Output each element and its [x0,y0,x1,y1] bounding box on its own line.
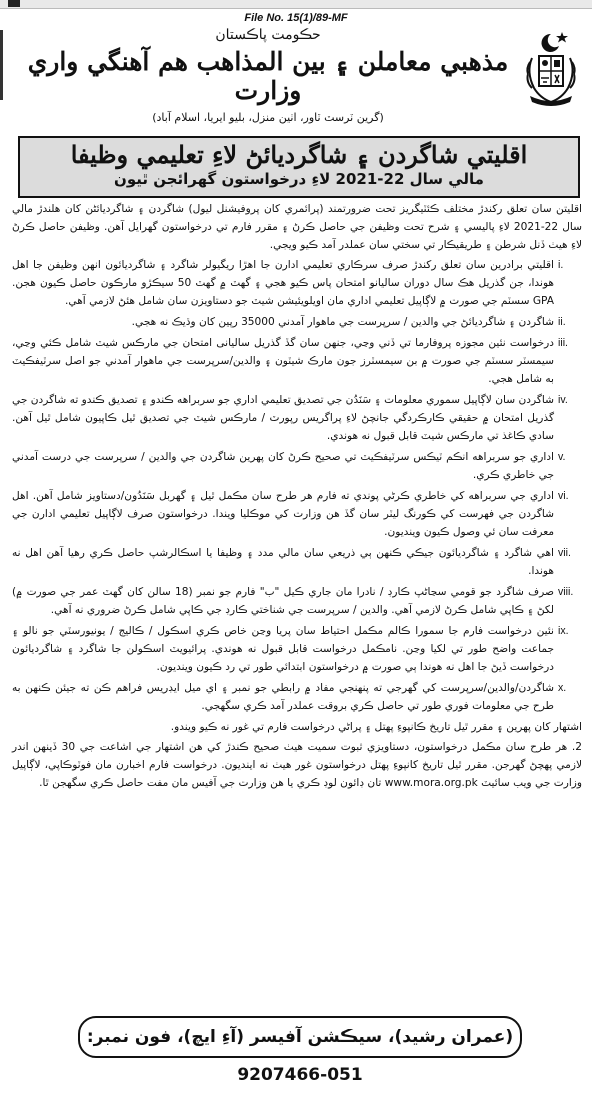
item-text: شاگردن/والدين/سرپرست کي گهرجي ته پنهنجي مفاد ۾ رابطي جو نمبر ۽ اي ميل ايڊريس فراهم ڪن ته جيئن ڪنهن به طرح جي معلومات فوري طور تي حاصل ڪري بروقت عملدر آمد ڪري سگهجي. [12,682,554,712]
state-emblem-icon [522,28,580,112]
item-number: vii. [558,547,571,559]
item-number: vi. [558,490,569,502]
submission-note: 2. هر طرح سان مڪمل درخواستون، دستاويزي ثبوت سميت هيٺ صحيح ڪندڙ کي هن اشتهار جي اشاعت جي 30 ڏينهن اندر لازمي پهچڻ گهرجن. مقرر ٿيل تاريخ کانپوءِ پهتل درخواستون غور هيٺ نه اينديون. درخواست فارم اخبارن مان فوٽوڪاپي، لاڳاپيل وزارت جي ويب سائيٽ www.mora.org.pk تان ڊائون لوڊ ڪري يا هن وزارت جي آفيس مان مفت حاصل ڪري سگهجن ٿا. [12,741,582,789]
item-text: صرف شاگرد جو قومي سڃاڻپ ڪارڊ / نادرا مان جاري ڪيل "ب" فارم جو نمبر (18 سالن کان گهٽ عمر جي صورت ۾) لکڻ ۽ ڪاپي شامل ڪرڻ لازمي آهي. والدين / سرپرست جي شناختي ڪارڊ جي ڪاپي شامل ڪرڻ ضروري نه آهي. [12,586,554,616]
condition-item [12,544,582,580]
condition-item [12,448,582,484]
condition-item [12,313,582,331]
government-label: حڪومت پاڪستان [215,27,321,43]
top-mark [8,0,20,7]
item-text: شاگردن ۽ شاگرديائڻ جي والدين / سرپرست جي ماهوار آمدني 35000 رپين کان وڌيڪ نه هجي. [131,316,554,328]
left-edge-bar [0,30,3,100]
item-text: اهي شاگرد ۽ شاگرديائون جيڪي ڪنهن ٻي ذريعي سان مالي مدد ۽ وظيفا يا اسڪالرشپ حاصل ڪري رهيا آهن اهل نه هوندا. [12,547,554,577]
item-number: x. [558,682,567,694]
masthead [18,25,518,125]
condition-item [12,391,582,445]
item-number: ii. [558,316,566,328]
item-number: iv. [558,394,568,406]
item-text: درخواست نئين مجوزه پروفارما تي ڏني وڃي، جنهن سان گڏ گذريل ساليانى امتحان جي مارڪس شيٽ شامل ڪئي وڃي، سيمسٽر سسٽم جي صورت ۾ بن سيمسٽرز جون مارڪ شيٽون ۽ والدين/سرپرست جي ماهوار آمدني جو اصل سرٽيفڪيٽ به شامل هجي. [12,337,554,385]
condition-item [12,334,582,388]
item-number: i. [558,259,564,271]
top-bar [0,0,592,9]
condition-item [12,622,582,676]
item-number: viii. [558,586,574,598]
file-number: File No. 15(1)/89-MF [244,12,348,24]
condition-item [12,583,582,619]
ministry-name: مذهبي معاملن ۽ بين المذاهب هم آهنگي واري وزارت [27,47,509,105]
condition-item [12,679,582,715]
condition-item [12,256,582,310]
item-text: شاگردن سان لاڳاپيل سموري معلومات ۽ سَنَدُن جي تصديق تعليمي اداري جو سربراهه ڪندو ۽ تصديق ڪندو ته شاگردن جي گذريل امتحان ۾ حقيقي ڪارڪردگي جانچڻ لاءِ پراگريس رپورٽ / مارڪس شيٽ جي تصديق ٿيل ڪاپيون شامل ٿيل آهن. سادي ڪاغذ تي مارڪس شيٽ قابل قبول نه هوندي. [12,394,554,442]
title-main: اقليتي شاگردن ۽ شاگرديائڻ لاءِ تعليمي وظيفا [70,140,528,169]
item-text: نئين درخواست فارم جا سمورا ڪالم مڪمل احتياط سان پريا وڃن خاص ڪري اسڪول / ڪاليج / يونيورسٽي جو نالو ۽ جماعت واضح طور تي لکيا وڃن. نامڪمل درخواست قابل قبول نه هوندي. پرائيويٽ اسڪولن جا شاگرد ۽ شاگرديائون درخواست ڏيڻ جا اهل نه هوندا ٻي صورت ۾ درخواستون ابتدائي طور تي رد ڪيون وينديون. [12,625,554,673]
item-text: اداري جي سربراهه کي خاطري ڪرڻي پوندي ته فارم هر طرح سان مڪمل ٿيل ۽ گهربل سَنَدُون/دستاويز شامل آهن. اهل شاگردن جي فهرست کي ڪورنگ ليٽر سان گڏ هن وزارت کي موڪليا ويندا. درخواستون صرف لاڳاپيل تعليمي ادارن جي معرفت سان ئي وصول ڪيون وينديون. [12,490,554,538]
item-number: iii. [558,337,569,349]
item-text: اداري جو سربراهه انڪم ٽيڪس سرٽيفڪيٽ تي صحيح ڪرڻ کان پهرين شاگردن جي والدين / سرپرست جي درست آمدني جي خاطري ڪري. [12,451,554,481]
item-text: اقليتي برادرين سان تعلق رکندڙ صرف سرڪاري تعليمي ادارن جا اهڙا ريگيولر شاگرد ۽ شاگرديائون انهن وظيفن جا اهل هوندا، جن گذريل هڪ سال دوران ساليانو امتحان پاس ڪيو هجي ۽ گهٽ ۾ گهٽ 50 سيڪڙو مارڪون حاصل ڪيون هجن. GPA سسٽم جي صورت ۾ لاڳاپيل تعليمي اداري مان اويلويئيشن شيٽ جو دستاويزن سان شامل هئڻ لازمي آهي. [12,259,554,307]
title-sub: مالي سال 22-2021 لاءِ درخواستون گھرائجن ٿيون [114,170,484,188]
contact-box: (عمران رشيد)، سيڪشن آفيسر (آءِ ايچ)، فون نمبر: 051-9207466 [78,1016,522,1058]
intro-paragraph: اقليتن سان تعلق رکندڙ مختلف ڪئٽيگريز تحت ضرورتمند (پرائمري کان پروفيشنل ليول) شاگردن ۽ شاگرديائڻن کان هلندڙ مالي سال 22-2021 لاءِ پاليسي ۽ شرح تحت وظيفن جي حاصل ڪرڻ ۽ مقرر فارم تي درخواستون گھرايل آهن. وظيفن حاصل ڪرڻ لاءِ هيٺ ڏنل شرطن ۽ طريقيڪار تي سختي سان عملدر آمد ڪيو ويجي. [12,203,582,251]
deadline-note: اشتهار کان پهرين ۽ مقرر ٿيل تاريخ ڪانپوءِ پهتل ۽ پراڻي درخواست فارم تي غور نه ڪيو ويندو. [170,721,582,733]
item-number: ix. [558,625,569,637]
item-number: v. [558,451,566,463]
condition-item [12,487,582,541]
title-box [18,136,580,198]
notice-body [8,200,586,1020]
ministry-address: (گرين ٽرسٽ ٽاور، اٺين منزل، بليو ايريا، اسلام آباد) [152,111,384,124]
